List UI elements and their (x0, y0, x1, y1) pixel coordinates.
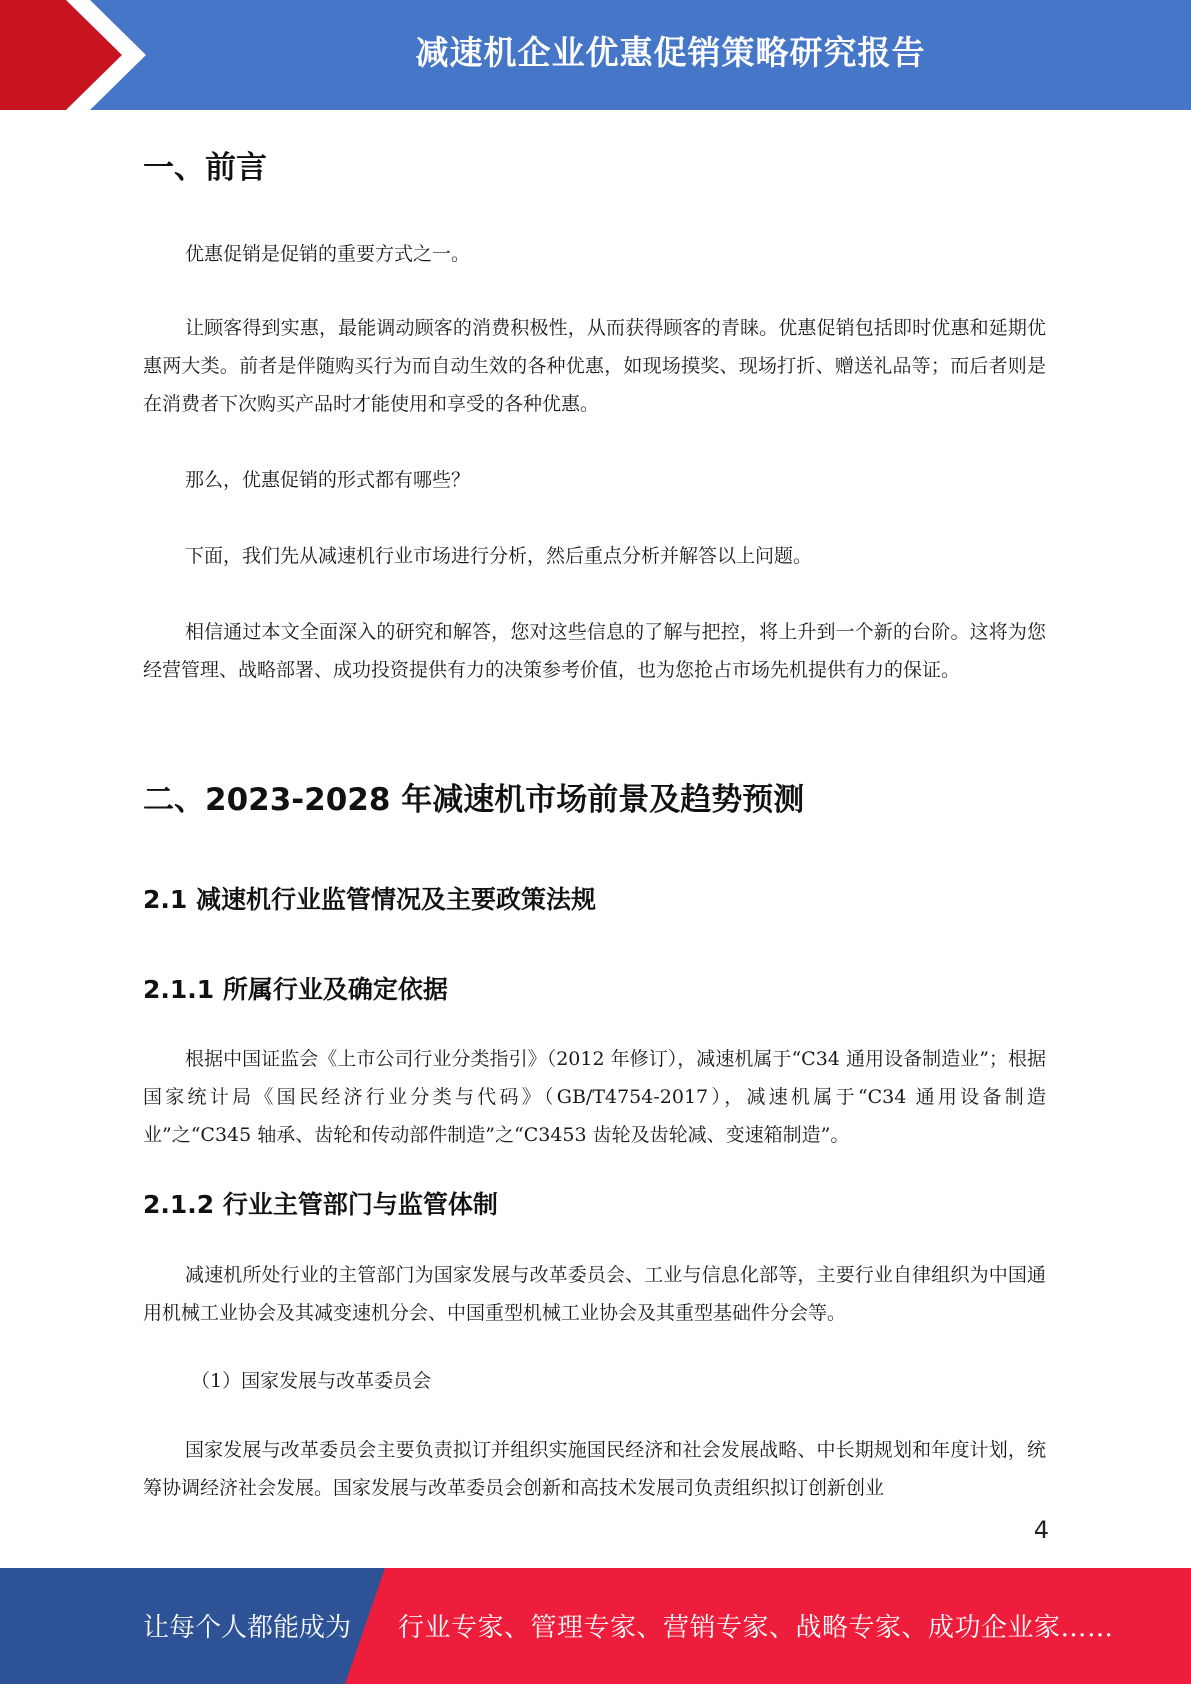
report-title: 减速机企业优惠促销策略研究报告 (415, 33, 926, 72)
footer-slogan-right: 行业专家、管理专家、营销专家、战略专家、成功企业家…… (398, 1613, 1114, 1643)
page-number: 4 (1033, 1516, 1049, 1544)
paragraph: 优惠促销是促销的重要方式之一。 (185, 243, 471, 265)
section-heading-preface: 一、前言 (143, 150, 267, 186)
paragraph: 相信通过本文全面深入的研究和解答，您对这些信息的了解与把控，将上升到一个新的台阶。这将为您经营管理、战略部署、成功投资提供有力的决策参考价值，也为您抢占市场先机提供有力的保证。 (143, 621, 1046, 681)
paragraph: 让顾客得到实惠，最能调动顾客的消费积极性，从而获得顾客的青睐。优惠促销包括即时优惠和延期优惠两大类。前者是伴随购买行为而自动生效的各种优惠，如现场摸奖、现场打折、赠送礼品等；而后者则是在消费者下次购买产品时才能使用和享受的各种优惠。 (143, 317, 1046, 415)
section-heading-forecast: 二、2023-2028 年减速机市场前景及趋势预测 (143, 782, 805, 818)
subsection-heading: 2.1.1 所属行业及确定依据 (143, 975, 448, 1004)
list-item: （1）国家发展与改革委员会 (191, 1370, 432, 1392)
header-arrow-graphic (0, 0, 160, 110)
paragraph: 根据中国证监会《上市公司行业分类指引》（2012 年修订），减速机属于“C34 通用设备制造业”；根据国家统计局《国民经济行业分类与代码》（GB/T4754-2017），减速机属于“C34 通用设备制造业”之“C345 轴承、齿轮和传动部件制造”之“C3453 齿轮及齿轮减、变速箱制造”。 (143, 1048, 1046, 1146)
page-footer (0, 1568, 1191, 1684)
paragraph: 下面，我们先从减速机行业市场进行分析，然后重点分析并解答以上问题。 (185, 545, 813, 567)
paragraph: 国家发展与改革委员会主要负责拟订并组织实施国民经济和社会发展战略、中长期规划和年度计划，统筹协调经济社会发展。国家发展与改革委员会创新和高技术发展司负责组织拟订创新创业 (143, 1439, 1046, 1499)
page-header (0, 0, 1191, 110)
subsection-heading: 2.1 减速机行业监管情况及主要政策法规 (143, 885, 596, 914)
subsection-heading: 2.1.2 行业主管部门与监管体制 (143, 1190, 498, 1219)
footer-slogan-left: 让每个人都能成为 (143, 1613, 352, 1643)
paragraph: 减速机所处行业的主管部门为国家发展与改革委员会、工业与信息化部等，主要行业自律组织为中国通用机械工业协会及其减变速机分会、中国重型机械工业协会及其重型基础件分会等。 (143, 1264, 1046, 1324)
paragraph: 那么，优惠促销的形式都有哪些？ (185, 469, 471, 491)
